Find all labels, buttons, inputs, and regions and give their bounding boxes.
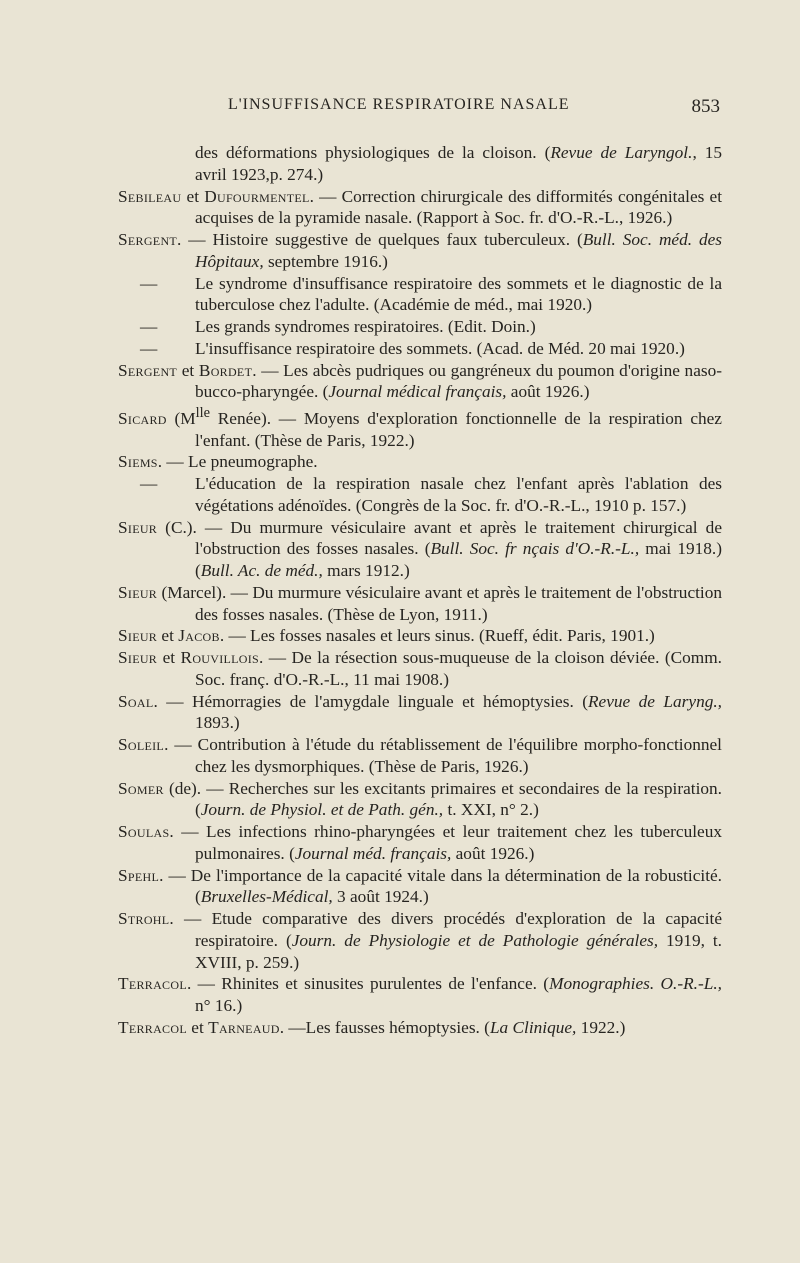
entry-text: et xyxy=(157,626,179,646)
entry-text: Renée). — Moyens d'exploration fonctionnelle de la respiration chez l'enfant. (Thèse de Paris, 1922.) xyxy=(195,408,722,450)
publication-title: Journ. de Physiologie et de Pathologie générales, xyxy=(291,930,659,950)
entry-text: (C.). — Du murmure vésiculaire avant et après le traitement chirurgical de l'obstruction des fosses nasales. ( xyxy=(157,517,722,559)
entry-text: n° 16.) xyxy=(195,996,243,1016)
entry-text: (M xyxy=(166,408,196,428)
entry-text: 1922.) xyxy=(576,1017,626,1037)
entry-text: 3 août 1924.) xyxy=(332,887,429,907)
bibliography-entry xyxy=(118,973,722,1017)
author-name: Bordet xyxy=(198,360,253,380)
entry-text: . — De l'importance de la capacité vitale dans la détermination de la robusticité. ( xyxy=(159,865,722,907)
publication-title: Journ. de Physiol. et de Path. gén., xyxy=(200,800,444,820)
bibliography-list xyxy=(118,142,722,1039)
bibliography-entry xyxy=(118,142,722,186)
bibliography-entry xyxy=(118,1017,722,1039)
publication-title: Bull. Soc. méd. des Hôpitaux, xyxy=(195,230,723,271)
entry-text: L'éducation de la respiration nasale chez l'enfant après l'ablation des végétations adénoïdes. (Congrès de la Soc. fr. d'O.-R.-L., 1910 p. 157.) xyxy=(195,474,722,515)
bibliography-entry-continued xyxy=(118,338,722,360)
publication-title: Revue de Laryngol. xyxy=(550,143,693,162)
entry-text: . — Hémorragies de l'amygdale linguale et hémoptysies. ( xyxy=(153,691,588,711)
author-name: Sieur xyxy=(118,517,158,537)
entry-text: mars 1912.) xyxy=(322,561,410,581)
entry-text: des déformations physiologiques de la cloison. ( xyxy=(195,143,551,162)
entry-text: . —Les fausses hémoptysies. ( xyxy=(279,1017,490,1037)
entry-text: et xyxy=(177,360,199,380)
author-name: Dufourmentel xyxy=(204,186,310,206)
entry-text: 1919, t. XVIII, p. 259.) xyxy=(195,930,722,972)
entry-text: (de). — Recherches sur les excitants primaires et secondaires de la respiration. ( xyxy=(163,778,722,820)
bibliography-entry-continued xyxy=(118,473,722,517)
page-number: 853 xyxy=(691,96,720,117)
bibliography-entry xyxy=(118,908,722,973)
entry-text: (Marcel). — Du murmure vésiculaire avant et après le traitement de l'obstruction des fosses nasales. (Thèse de Lyon, 1911.) xyxy=(157,582,722,624)
publication-title: Bull. Ac. de méd., xyxy=(200,561,323,581)
author-name: Rouvillois xyxy=(180,648,260,668)
entry-text: et xyxy=(186,1017,209,1037)
entry-text: . — Histoire suggestive de quelques faux tuberculeux. ( xyxy=(177,230,583,249)
bibliography-entry xyxy=(118,647,722,691)
bibliography-entry xyxy=(118,625,722,647)
bibliography-entry xyxy=(118,691,722,735)
bibliography-entry xyxy=(118,582,722,626)
entry-text: Les grands syndromes respiratoires. (Edit. Doin.) xyxy=(195,317,536,336)
entry-text: 1893.) xyxy=(195,713,240,733)
ditto-dash: — xyxy=(140,273,158,293)
bibliography-entry xyxy=(118,403,722,451)
entry-text: . — Les infections rhino-pharyngées et leur traitement chez les tuberculeux pulmonaires. ( xyxy=(169,822,722,863)
entry-text: t. XXI, n° 2.) xyxy=(443,800,539,820)
author-name: Somer xyxy=(118,778,164,798)
running-header xyxy=(228,96,720,124)
entry-text: . — Contribution à l'étude du rétablissement de l'équilibre morpho-fonctionnel chez les dysmorphiques. (Thèse de Paris, 1926.) xyxy=(164,735,722,776)
bibliography-entry xyxy=(118,451,722,473)
bibliography-entry-continued xyxy=(118,273,722,317)
entry-text: août 1926.) xyxy=(506,382,590,402)
author-name: Siems xyxy=(118,452,158,472)
entry-text: . — Les abcès pudriques ou gangréneux du poumon d'origine naso-bucco-pharyngée. ( xyxy=(195,360,722,402)
author-name: Sebileau xyxy=(118,186,182,206)
ditto-dash: — xyxy=(140,317,158,336)
author-name: Soulas xyxy=(118,822,170,842)
author-name: Sieur xyxy=(118,626,158,646)
entry-text: août 1926.) xyxy=(451,843,535,863)
publication-title: Revue de Laryng., xyxy=(588,691,722,711)
bibliography-entry xyxy=(118,734,722,778)
bibliography-entry xyxy=(118,186,722,230)
entry-text: lle xyxy=(195,405,211,421)
entry-text: . — Rhinites et sinusites purulentes de l'enfance. ( xyxy=(186,974,550,994)
publication-title: Bruxelles-Médical, xyxy=(200,887,333,907)
ditto-dash: — xyxy=(140,338,158,358)
publication-title: Monographies. O.-R.-L., xyxy=(549,974,722,994)
entry-text: Le syndrome d'insuffisance respiratoire des sommets et le diagnostic de la tuberculose chez l'adulte. (Académie de méd., mai 1920.) xyxy=(195,273,722,315)
bibliography-entry-continued xyxy=(118,316,722,338)
author-name: Tarneaud xyxy=(208,1017,280,1037)
author-name: Sergent xyxy=(118,360,178,380)
entry-text: . — Correction chirurgicale des difformités congénitales et acquises de la pyramide nasale. (Rapport à Soc. fr. d'O.-R.-L., 1926.) xyxy=(195,186,722,228)
author-name: Sicard xyxy=(118,408,167,428)
publication-title: Journal médical français, xyxy=(328,382,507,402)
running-title: L'INSUFFISANCE RESPIRATOIRE NASALE xyxy=(228,96,570,113)
author-name: Terracol xyxy=(118,1017,187,1037)
author-name: Soal xyxy=(118,691,154,711)
author-name: Spehl xyxy=(118,865,160,885)
bibliography-entry xyxy=(118,865,722,909)
author-name: Jacob xyxy=(178,626,220,646)
publication-title: La Clinique, xyxy=(489,1017,577,1037)
bibliography-entry xyxy=(118,821,722,865)
publication-title: Bull. Soc. fr nçais d'O.-R.-L., xyxy=(430,539,640,559)
entry-text: . — Etude comparative des divers procédés d'exploration de la capacité respiratoire. ( xyxy=(169,909,722,950)
author-name: Sergent xyxy=(118,230,178,249)
entry-text: . — Les fosses nasales et leurs sinus. (Rueff, édit. Paris, 1901.) xyxy=(219,626,655,646)
bibliography-entry xyxy=(118,360,722,404)
entry-text: L'insuffisance respiratoire des sommets. (Acad. de Méd. 20 mai 1920.) xyxy=(195,338,685,358)
author-name: Strohl xyxy=(118,909,170,929)
entry-text: septembre 1916.) xyxy=(263,251,388,271)
author-name: Sieur xyxy=(118,648,158,668)
author-name: Terracol xyxy=(118,974,187,994)
bibliography-entry xyxy=(118,778,722,822)
entry-text: et xyxy=(181,186,205,206)
entry-text: et xyxy=(157,648,181,668)
bibliography-entry xyxy=(118,229,722,273)
entry-text: mai 1918.) ( xyxy=(195,539,722,581)
author-name: Soleil xyxy=(118,735,165,755)
bibliography-entry xyxy=(118,517,722,582)
entry-text: . — Le pneumographe. xyxy=(157,452,318,472)
entry-text: . — De la résection sous-muqueuse de la cloison déviée. (Comm. Soc. franç. d'O.-R.-L., 11 mai 1908.) xyxy=(195,648,722,689)
publication-title: Journal méd. français, xyxy=(294,843,452,863)
ditto-dash: — xyxy=(140,474,158,494)
author-name: Sieur xyxy=(118,582,158,602)
entry-text: , 15 avril 1923,p. 274.) xyxy=(195,143,722,184)
